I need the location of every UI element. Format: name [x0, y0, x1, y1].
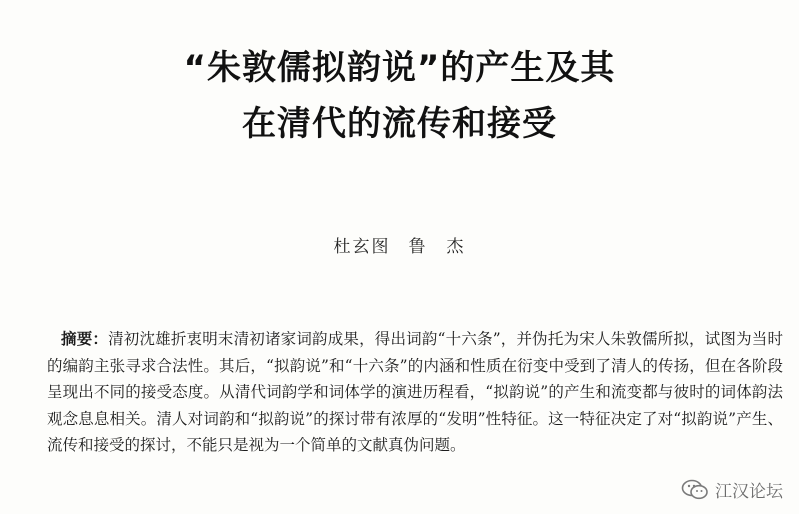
paper-title — [0, 40, 799, 152]
author-line — [0, 232, 799, 257]
author-1: 杜玄图 — [333, 237, 391, 257]
title-line-1: “朱敦儒拟韵说”的产生及其 — [183, 48, 616, 88]
abstract — [47, 326, 783, 459]
author-2: 鲁 杰 — [408, 237, 466, 257]
wechat-icon — [681, 478, 709, 502]
abstract-label: 摘要： — [61, 330, 109, 348]
abstract-text: 清初沈雄折衷明末清初诸家词韵成果，得出词韵“十六条”，并伪托为宋人朱敦儒所拟，试图为当时的编韵主张寻求合法性。其后，“拟韵说”和“十六条”的内涵和性质在衍变中受到了清人的传扬，但在各阶段呈现出不同的接受态度。从清代词韵学和词体学的演进历程看，“拟韵说”的产生和流变都与彼时的词体韵法观念息息相关。清人对词韵和“拟韵说”的探讨带有浓厚的“发明”性特征。这一特征决定了对“拟韵说”产生、流传和接受的探讨，不能只是视为一个简单的文献真伪问题。 — [47, 330, 783, 454]
title-line-2: 在清代的流传和接受 — [242, 104, 557, 144]
source-watermark — [681, 477, 783, 502]
watermark-text: 江汉论坛 — [715, 482, 783, 502]
